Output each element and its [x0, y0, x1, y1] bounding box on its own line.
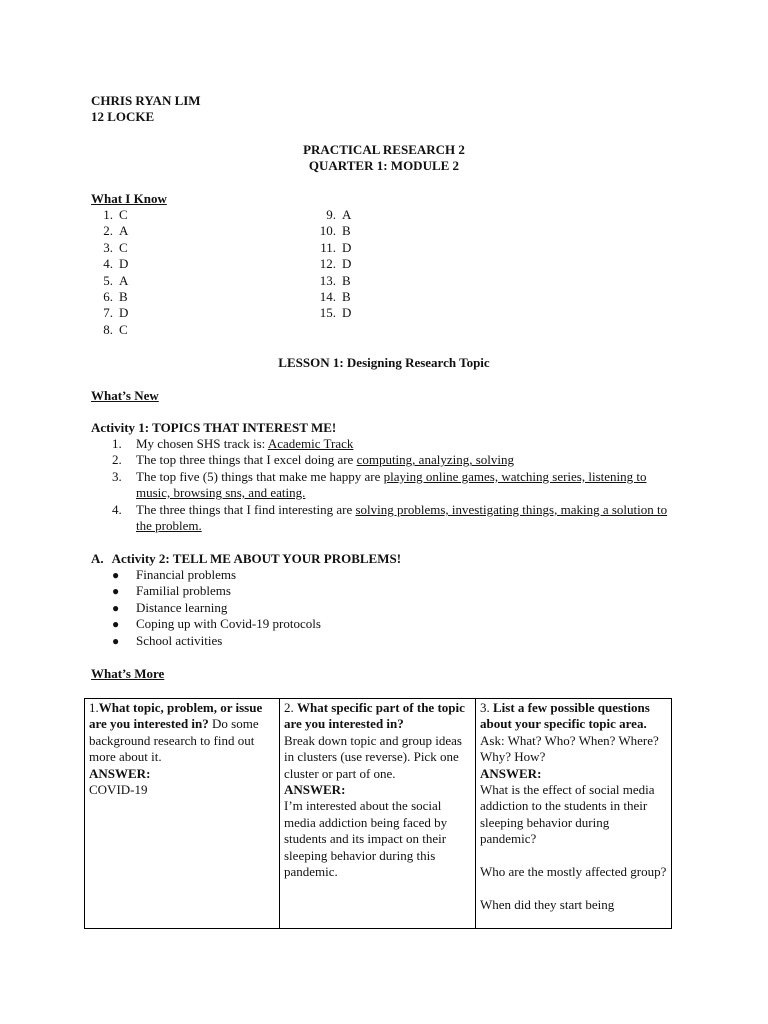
answer-item: [87, 207, 128, 223]
item-answer: computing, analyzing, solving: [356, 452, 514, 468]
item-number: 1.: [112, 436, 122, 451]
answer-value: B: [119, 289, 128, 304]
cell-answer: I’m interested about the social media addiction being faced by students and its impact on their sleeping behavior during this pandemic.: [284, 798, 448, 880]
whats-more-heading: What’s More: [91, 666, 165, 681]
answer-item: [310, 289, 351, 305]
activity2-title: [91, 551, 401, 567]
answer-item: [310, 273, 351, 289]
answer-number: 3.: [103, 239, 113, 255]
answer-value: B: [342, 289, 351, 304]
bullet-icon: ●: [112, 584, 120, 599]
answer-item: [87, 305, 128, 321]
item-text: [136, 436, 676, 452]
answer-number: 14.: [319, 289, 336, 304]
lesson-title: LESSON 1: Designing Research Topic: [278, 355, 490, 370]
answer-label: ANSWER:: [89, 765, 151, 781]
table-row: [85, 699, 672, 929]
item-prompt: The top five (5) things that make me happy are: [136, 468, 384, 484]
cell-number: 3.: [480, 700, 493, 715]
answer-number: 8.: [103, 321, 113, 337]
answer-number: 12.: [319, 256, 336, 272]
answer-value: A: [119, 223, 129, 239]
answer-value: C: [119, 321, 128, 337]
answer-item: [87, 289, 128, 305]
module-title: QUARTER 1: MODULE 2: [308, 158, 460, 173]
cell-number: 1.: [89, 700, 99, 715]
bullet-text: Familial problems: [136, 583, 231, 599]
answer-value: A: [119, 272, 129, 288]
cell-instruction: Break down topic and group ideas in clusters (use reverse). Pick one cluster or part of one.: [284, 732, 462, 781]
answer-item: [310, 207, 351, 223]
answer-number: 1.: [103, 207, 113, 222]
cell-question: List a few possible questions about your specific topic area.: [480, 700, 650, 732]
item-answer: playing online games, watching series, listening to music, browsing sns, and eating.: [136, 468, 647, 501]
bullet-text: Coping up with Covid-19 protocols: [136, 616, 321, 632]
answer-number: 9.: [326, 207, 336, 222]
answer-item: [310, 256, 351, 272]
cell-instruction: Do some background research to find out more about it.: [89, 716, 259, 765]
item-text: [136, 502, 676, 535]
answer-item: [87, 223, 128, 239]
item-answer: Academic Track: [267, 436, 354, 451]
cell-number: 2.: [284, 700, 297, 715]
table-cell-questions: [476, 699, 672, 929]
spacer: [480, 880, 667, 896]
answer-number: 11.: [320, 239, 336, 255]
answer-value: C: [119, 239, 128, 255]
activity2-title-text: Activity 2: TELL ME ABOUT YOUR PROBLEMS!: [111, 551, 402, 566]
answer-value: D: [119, 256, 129, 272]
what-i-know-heading: What I Know: [91, 191, 167, 206]
answer-number: 5.: [103, 272, 113, 288]
answer-value: D: [342, 239, 352, 255]
item-number: 2.: [112, 452, 122, 468]
answer-item: [310, 240, 351, 256]
cell-answer: When did they start being: [480, 896, 615, 912]
bullet-icon: ●: [112, 600, 120, 615]
answer-label: ANSWER:: [480, 765, 542, 781]
cell-question: What specific part of the topic are you interested in?: [284, 700, 465, 732]
bullet-text: Financial problems: [136, 567, 237, 582]
answer-number: 7.: [103, 305, 113, 321]
answer-value: C: [119, 207, 128, 222]
answer-number: 4.: [103, 256, 113, 272]
answer-item: [87, 322, 128, 338]
answer-value: A: [342, 207, 352, 222]
item-text: [136, 469, 676, 502]
activity1-title: Activity 1: TOPICS THAT INTEREST ME!: [91, 420, 337, 435]
table-cell-topic: [85, 699, 280, 929]
answer-value: D: [119, 305, 129, 321]
cell-answer: COVID-19: [89, 782, 148, 798]
answer-value: D: [342, 256, 352, 272]
item-number: 3.: [112, 468, 122, 484]
answer-value: B: [342, 223, 351, 239]
bullet-text: Distance learning: [136, 599, 228, 615]
answer-number: 2.: [103, 223, 113, 239]
bullet-text: School activities: [136, 632, 223, 648]
bullet-icon: ●: [112, 617, 120, 632]
answer-number: 13.: [319, 272, 336, 288]
spacer: [480, 848, 667, 864]
student-section: 12 LOCKE: [91, 109, 155, 124]
table-cell-specific-part: [280, 699, 476, 929]
bullet-icon: ●: [112, 568, 120, 582]
answer-item: [310, 223, 351, 239]
cell-question: What topic, problem, or issue are you interested in?: [89, 700, 263, 732]
answer-value: D: [342, 305, 352, 321]
answer-number: 6.: [103, 289, 113, 304]
answer-item: [87, 273, 128, 289]
activity2-letter: A.: [91, 551, 104, 566]
cell-answer: Who are the mostly affected group?: [480, 864, 667, 880]
cell-answer: What is the effect of social media addiction to the students in their sleeping behavior during pandemic?: [480, 782, 655, 847]
bullet-icon: ●: [112, 633, 120, 648]
item-answer: solving problems, investigating things, making a solution to the problem.: [136, 502, 668, 534]
answer-item: [87, 240, 128, 256]
answer-label: ANSWER:: [284, 782, 346, 798]
whats-new-heading: What’s New: [91, 388, 159, 403]
answer-number: 10.: [319, 223, 336, 239]
item-number: 4.: [112, 502, 122, 517]
cell-instruction: Ask: What? Who? When? Where? Why? How?: [480, 732, 659, 765]
answer-value: B: [342, 272, 351, 288]
item-prompt: The top three things that I excel doing are: [136, 452, 357, 468]
answer-number: 15.: [319, 305, 336, 321]
item-text: [136, 452, 676, 468]
item-prompt: The three things that I find interesting are: [136, 502, 356, 517]
item-prompt: My chosen SHS track is:: [136, 436, 268, 451]
subject-title: PRACTICAL RESEARCH 2: [303, 142, 465, 157]
answer-item: [87, 256, 128, 272]
student-name: CHRIS RYAN LIM: [91, 93, 201, 108]
answer-item: [310, 305, 351, 321]
whats-more-table: [84, 698, 672, 929]
